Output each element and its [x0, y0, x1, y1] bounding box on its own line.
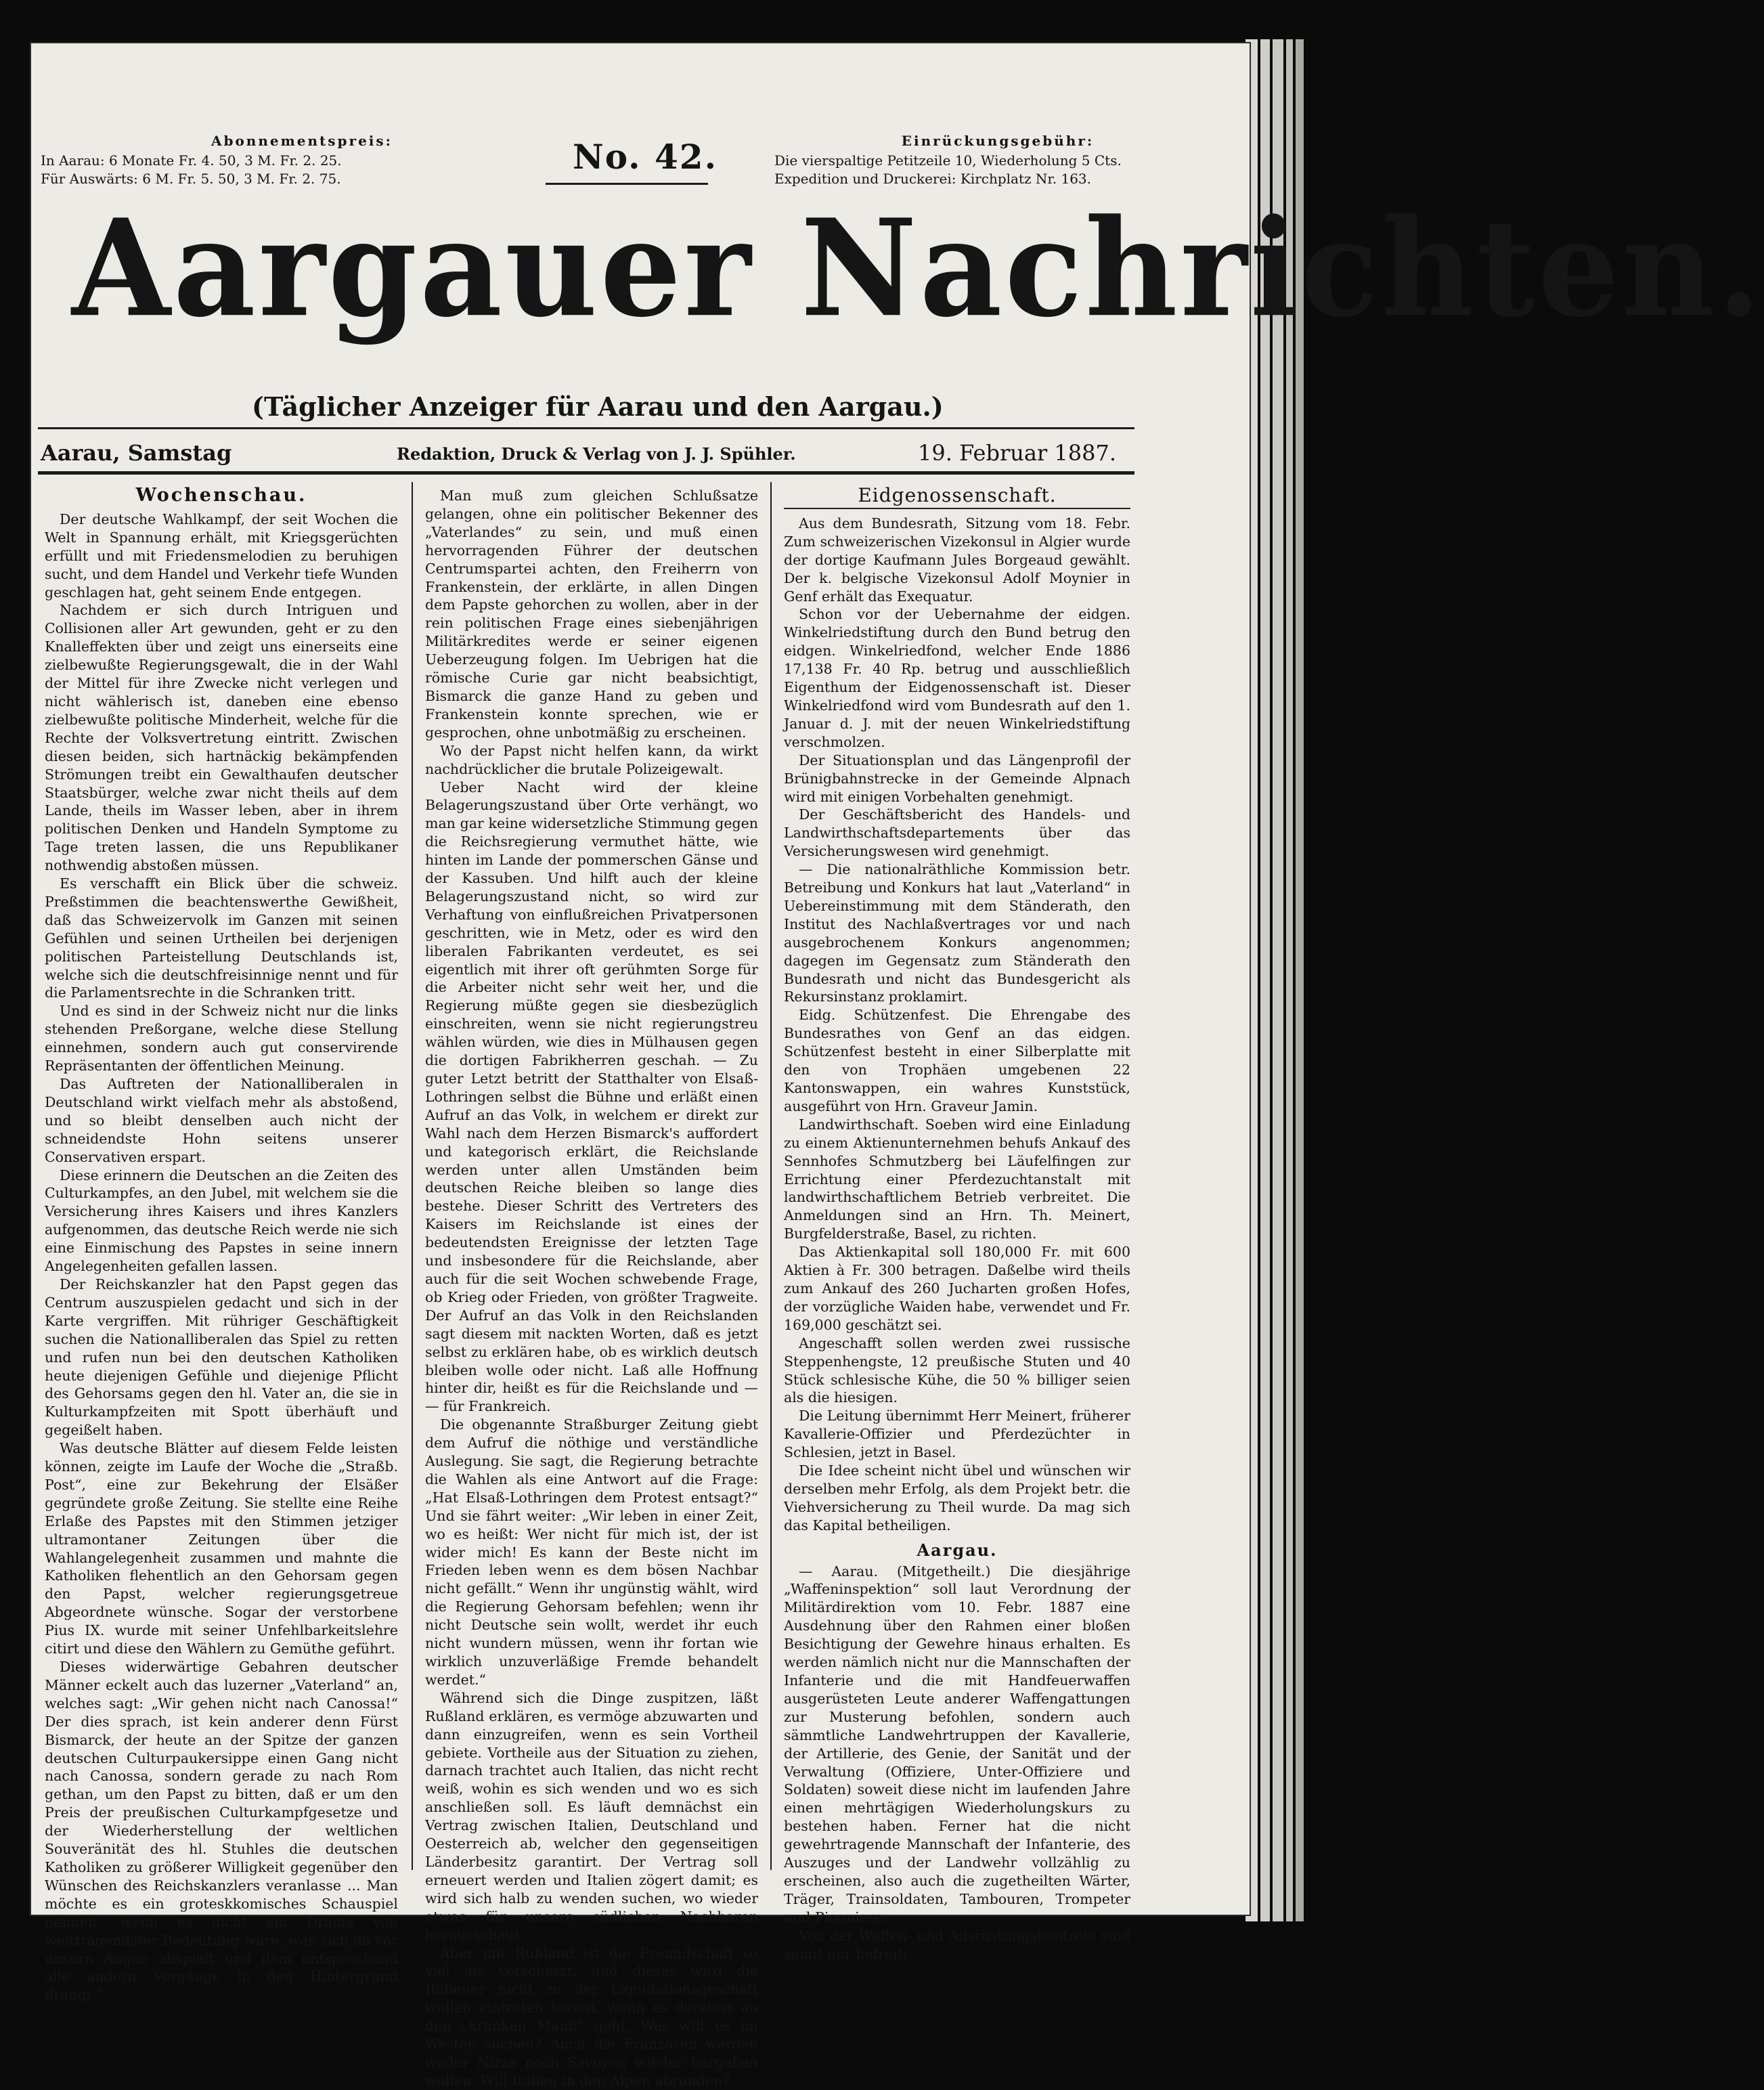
place-day: Aarau, Samstag: [41, 440, 232, 466]
article-paragraph: Wo der Papst nicht helfen kann, da wirkt nachdrücklicher die brutale Polizeigewalt.: [425, 742, 758, 777]
article-paragraph: Der Situationsplan und das Längenprofil der Brünigbahnstrecke in der Gemeinde Alpnach wird mit einigen Vorbehalten genehmigt.: [784, 752, 1130, 805]
column-2: [425, 487, 758, 2090]
ads-block: [808, 133, 1187, 149]
article-paragraph: — Aarau. (Mitgetheilt.) Die diesjährige „Waffeninspektion“ soll laut Verordnung der Militärdirektion vom 10. Febr. 1887 eine Ausdehnung über den Rahmen einer bloßen Besichtigung der Gewehre hinaus erhalten. Es werden nämlich nicht nur die Mannschaften der Infanterie und die mit Handfeuerwaffen ausgerüsteten Leute anderer Waffengattungen zur Musterung befohlen, sondern auch sämmtliche Landwehrtruppen der Kavallerie, der Artillerie, des Genie, der Sanität und der Verwaltung (Offiziere, Unter-Offiziere und Soldaten) soweit diese nicht im laufenden Jahre einen mehrtägigen Wiederholungskurs zu bestehen haben. Ferner hat die nicht gewehrtragende Mannschaft der Infanterie, des Auszuges und der Landwehr vollzählig zu erscheinen, also auch die zugetheilten Wärter, Träger, Trainsoldaten, Tambouren, Trompeter und Pionniere.: [784, 1563, 1130, 1925]
masthead-subtitle: (Täglicher Anzeiger für Aarau und den Aargau.): [252, 391, 944, 422]
article-paragraph: Ueber Nacht wird der kleine Belagerungszustand über Orte verhängt, wo man gar keine widersetzliche Stimmung gegen die Reichsregierung vermuthet hätte, wie hinten im Lande der pommerschen Gänse und der Kassuben. Und hilft auch der kleine Belagerungszustand nicht, so wird zur Verhaftung von einflußreichen Privatpersonen geschritten, wie in Metz, oder es wird den liberalen Fabrikanten verdeutet, es sei eigentlich mit ihrer oft gerühmten Sorge für die Arbeiter nicht sehr weit her, und die Regierung müßte gegen sie diesbezüglich einschreiten, wenn sie nicht regierungstreu wählen würden, wie dies in Mülhausen gegen die dortigen Fabrikherren geschah. — Zu guter Letzt betritt der Statthalter von Elsaß-Lothringen selbst die Bühne und erläßt einen Aufruf an das Volk, in welchem er direkt zur Wahl nach dem Herzen Bismarck's auffordert und kategorisch erklärt, die Reichslande werden unter allen Umständen beim deutschen Reiche bleiben so lange dies bestehe. Dieser Schritt des Vertreters des Kaisers im Reichslande ist eines der bedeutendsten Ereignisse der letzten Tage und insbesondere für die Reichslande, aber auch für die seit Wochen schwebende Frage, ob Krieg oder Frieden, von größter Tragweite. Der Aufruf an das Volk in den Reichslanden sagt diesem mit nackten Worten, daß es jetzt selbst zu erklären habe, ob es wirklich deutsch bleiben wolle oder nicht. Laß alle Hoffnung hinter dir, heißt es für die Reichslande und — — für Frankreich.: [425, 779, 758, 1415]
article-paragraph: Nachdem er sich durch Intriguen und Collisionen aller Art gewunden, geht er zu den Knalleffekten über und zeigt uns einerseits eine zielbewußte Regierungsgewalt, die in der Wahl der Mittel für ihre Zwecke nicht verlegen und nicht wählerisch ist, daneben eine ebenso zielbewußte politische Minderheit, welche für die Rechte der Volksvertretung eintritt. Zwischen diesen beiden, sich hartnäckig bekämpfenden Strömungen treibt ein Gewalthaufen deutscher Staatsbürger, welche zwar nicht theils auf dem Lande, theils im Wasser leben, aber in ihrem politischen Denken und Handeln Symptome zu Tage treten lassen, die uns Republikaner nothwendig abstoßen müssen.: [45, 602, 398, 874]
article-paragraph: Angeschafft sollen werden zwei russische Steppenhengste, 12 preußische Stuten und 40 Stück schlesische Kühe, die 50 % billiger seien als die hiesigen.: [784, 1334, 1130, 1406]
issue-date: 19. Februar 1887.: [918, 440, 1116, 466]
article-paragraph: Die obgenannte Straßburger Zeitung giebt dem Aufruf die nöthige und verständliche Auslegung. Sie sagt, die Regierung betrachte die Wahlen als eine Antwort auf die Frage: „Hat Elsaß-Lothringen dem Protest entsagt?“ Und sie fährt weiter: „Wir leben in einer Zeit, wo es heißt: Wer nicht für mich ist, der ist wider mich! Es kann der Beste nicht im Frieden leben wenn es dem bösen Nachbar nicht gefällt.“ Wenn ihr ungünstig wählt, wird die Regierung Gehorsam befehlen; wenn ihr nicht Deutsche sein wollt, werdet ihr euch nicht wundern müssen, wenn ihr fortan wie wirklich unzuverläßige Fremde behandelt werdet.“: [425, 1416, 758, 1688]
publisher-line: Redaktion, Druck & Verlag von J. J. Spühler.: [397, 444, 796, 464]
ads-title: Einrückungsgebühr:: [901, 133, 1095, 149]
column-1: [45, 487, 398, 2004]
column-divider: [412, 482, 413, 1870]
article-paragraph: Es verschafft ein Blick über die schweiz. Preßstimmen die beachtenswerthe Gewißheit, daß das Schweizervolk im Ganzen mit seinen Gefühlen und seinen Urtheilen bei derjenigen politischen Parteistellung Deutschlands ist, welche sich die deutschfreisinnige nennt und für die Parlamentsrechte in die Schranken tritt.: [45, 875, 398, 1001]
issue-underline: [546, 183, 708, 185]
newspaper-page: [31, 43, 1764, 2089]
ads-line: Die vierspaltige Petitzeile 10, Wiederholung 5 Cts.: [774, 152, 1122, 169]
column-3: [784, 484, 1130, 1963]
article-paragraph: Man muß zum gleichen Schlußsatze gelangen, ohne ein politischer Bekenner des „Vaterlandes“ zu sein, und muß einen hervorragenden Führer der deutschen Centrumspartei achten, den Freiherrn von Frankenstein, der erklärte, in allen Dingen dem Papste gehorchen zu wollen, aber in der rein politischen Frage eines siebenjährigen Militärkredites werde er seiner eigenen Ueberzeugung folgen. Im Uebrigen hat die römische Curie gar nicht beabsichtigt, Bismarck die ganze Hand zu geben und Frankenstein konnte sprechen, wie er gesprochen, ohne unbotmäßig zu erscheinen.: [425, 487, 758, 741]
top-rule: [38, 427, 1134, 429]
article-paragraph: Das Aktienkapital soll 180,000 Fr. mit 600 Aktien à Fr. 300 betragen. Daßelbe wird theils zum Ankauf des 260 Jucharten großen Hofes, der vorzügliche Waiden habe, verwendet und Fr. 169,000 geschätzt sei.: [784, 1244, 1130, 1333]
subscription-title: Abonnementspreis:: [211, 133, 393, 149]
article-paragraph: Der deutsche Wahlkampf, der seit Wochen die Welt in Spannung erhält, mit Kriegsgerüchten erfüllt und mit Friedensmelodien zu beruhigen sucht, und dem Handel und Verkehr tiefe Wunden geschlagen hat, geht seinem Ende entgegen.: [45, 510, 398, 601]
article-paragraph: Was deutsche Blätter auf diesem Felde leisten können, zeigte im Laufe der Woche die „Straßb. Post“, eine zur Bekehrung der Elsäßer gegründete große Zeitung. Sie stellte eine Reihe Erlaße des Papstes mit den Stimmen jetziger ultramontaner Zeitungen über die Wahlangelegenheit zusammen und mahnte die Katholiken flehentlich an den Gehorsam gegen den Papst, welcher regierungsgetreue Abgeordnete wünsche. Sogar der verstorbene Pius IX. wurde mit seiner Unfehlbarkeitslehre citirt und diese den Wählern zu Gemüthe geführt.: [45, 1440, 398, 1657]
ads-line: Expedition und Druckerei: Kirchplatz Nr. 163.: [774, 171, 1092, 187]
article-paragraph: Die Idee scheint nicht übel und wünschen wir derselben mehr Erfolg, als dem Projekt betr. die Viehversicherung zu Theil wurde. Da mag sich das Kapital betheiligen.: [784, 1462, 1130, 1533]
article-paragraph: Und es sind in der Schweiz nicht nur die links stehenden Preßorgane, welche diese Stellung einnehmen, sondern auch gut conservirende Repräsentanten der öffentlichen Meinung.: [45, 1003, 398, 1074]
column-divider: [770, 482, 772, 1870]
subscription-block: [146, 133, 458, 149]
article-paragraph: Von der Waffen- und Ausrüstungskontrole sind somit nur befreit:: [784, 1927, 1130, 1962]
article-paragraph: Schon vor der Uebernahme der eidgen. Winkelriedstiftung durch den Bund betrug den eidgen. Winkelriedfond, welcher Ende 1886 17,138 Fr. 40 Rp. betrug und ausschließlich Eigenthum der Eidgenossenschaft ist. Dieser Winkelriedfond wird vom Bundesrath auf den 1. Januar d. J. mit der neuen Winkelriedstiftung verschmolzen.: [784, 606, 1130, 750]
article-paragraph: Das Auftreten der Nationalliberalen in Deutschland wirkt vielfach mehr als abstoßend, und so bleibt denselben auch nicht der schneidendste Hohn seitens unserer Conservativen erspart.: [45, 1076, 398, 1165]
article-paragraph: Während sich die Dinge zuspitzen, läßt Rußland erklären, es vermöge abzuwarten und dann einzugreifen, wenn es sein Vortheil gebiete. Vortheile aus der Situation zu ziehen, darnach trachtet auch Italien, das nicht recht weiß, wohin es sich wenden und wo es sich anschließen soll. Es läuft demnächst ein Vertrag zwischen Italien, Deutschland und Oesterreich ab, welcher den gegenseitigen Länderbesitz garantirt. Der Vertrag soll erneuert werden und Italien zögert damit; es wird sich halb zu wenden suchen, wo wieder etwas für unsere südlichen Nachbaren herausschaut.: [425, 1689, 758, 1943]
section-heading-eidgenossenschaft: Eidgenossenschaft.: [784, 487, 1130, 509]
article-heading-wochenschau: Wochenschau.: [135, 485, 307, 506]
article-paragraph: Aber mit Rußland ist die Freundschaft so viel als verscherzt, und dieses wird die Italiener nicht zu der Liquidationsgeschäft wollen eintreten lassen, wenn es dereinst an den „kranken Mann“ geht, Was will es im Westen suchen? Auch die Franzosen werden weder Nizza noch Savoyen wieder hergeben wollen. Will Italien in den Alpen abrunden?: [425, 1944, 758, 2089]
article-paragraph: Diese erinnern die Deutschen an die Zeiten des Culturkampfes, an den Jubel, mit welchem sie die Versicherung ihres Kaisers und ihres Kanzlers aufgenommen, das deutsche Reich werde nie sich eine Einmischung des Papstes in seine innern Angelegenheiten gefallen lassen.: [45, 1167, 398, 1275]
article-paragraph: Landwirthschaft. Soeben wird eine Einladung zu einem Aktienunternehmen behufs Ankauf des Sennhofes Schmutzberg bei Läufelfingen zur Errichtung einer Pferdezuchtanstalt mit landwirthschaftlichem Betrieb verbreitet. Die Anmeldungen sind an Hrn. Th. Meinert, Burgfelderstraße, Basel, zu richten.: [784, 1116, 1130, 1242]
article-paragraph: Aus dem Bundesrath, Sitzung vom 18. Febr. Zum schweizerischen Vizekonsul in Algier wurde der dortige Kaufmann Jules Borgeaud gewählt. Der k. belgische Vizekonsul Adolf Moynier in Genf erhält das Exequatur.: [784, 515, 1130, 605]
article-paragraph: — Die nationalräthliche Kommission betr. Betreibung und Konkurs hat laut „Vaterland“ in Uebereinstimmung mit dem Ständerath, den Institut des Nachlaßvertrages vor und nach ausgebrochenem Konkurs angenommen; dagegen im Gegensatz zum Ständerath den Bundesrath und nicht das Bundesgericht als Rekursinstanz proklamirt.: [784, 861, 1130, 1005]
subscription-line: In Aarau: 6 Monate Fr. 4. 50, 3 M. Fr. 2. 25.: [41, 152, 342, 169]
dateline-rule: [38, 471, 1134, 475]
article-paragraph: Der Reichskanzler hat den Papst gegen das Centrum auszuspielen gedacht und sich in der Karte vergriffen. Mit rühriger Geschäftigkeit suchen die Nationalliberalen das Spiel zu retten und rufen nun bei den deutschen Katholiken heute diejenigen Gefühle und diejenige Pflicht des Gehorsams gegen den hl. Vater an, die sie in Kulturkampfzeiten mit Spott überhäuft und gegeißelt haben.: [45, 1276, 398, 1439]
article-paragraph: Dieses widerwärtige Gebahren deutscher Männer eckelt auch das luzerner „Vaterland“ an, welches sagt: „Wir gehen nicht nach Canossa!“ Der dies sprach, ist kein anderer denn Fürst Bismarck, der heute an der Spitze der ganzen deutschen Culturpaukersippe einen Gang nicht nach Canossa, sondern gerade zu nach Rom gethan, um den Papst zu bitten, daß er um den Preis der preußischen Culturkampfgesetze und der Wiederherstellung der weltlichen Souveränität des hl. Stuhles die deutschen Katholiken zu größerer Willigkeit gegenüber den Wünschen des Reichskanzlers veranlasse ... Man möchte es ein groteskkomisches Schauspiel nennen, wenn es nicht ein Drama von welttragendster Bedeutung wäre, was sich da vor unsern Augen abspielt und dem entsprechend alle andern Vorgänge in den Hintergrund drängt.“: [45, 1659, 398, 2003]
article-paragraph: Der Geschäftsbericht des Handels- und Landwirthschaftsdepartements über das Versicherungswesen wird genehmigt.: [784, 806, 1130, 860]
issue-number: No. 42.: [573, 137, 718, 177]
masthead-title: Aargauer Nachrichten.: [72, 190, 1764, 347]
subscription-line: Für Auswärts: 6 M. Fr. 5. 50, 3 M. Fr. 2. 75.: [41, 171, 341, 187]
article-paragraph: Die Leitung übernimmt Herr Meinert, früherer Kavallerie-Offizier und Pferdezüchter in Schlesien, jetzt in Basel.: [784, 1408, 1130, 1461]
section-heading-aargau: Aargau.: [917, 1540, 998, 1560]
article-paragraph: Eidg. Schützenfest. Die Ehrengabe des Bundesrathes von Genf an das eidgen. Schützenfest besteht in einer Silberplatte mit den von Trophäen umgebenen 22 Kantonswappen, ein wahres Kunststück, ausgeführt von Hrn. Graveur Jamin.: [784, 1007, 1130, 1114]
